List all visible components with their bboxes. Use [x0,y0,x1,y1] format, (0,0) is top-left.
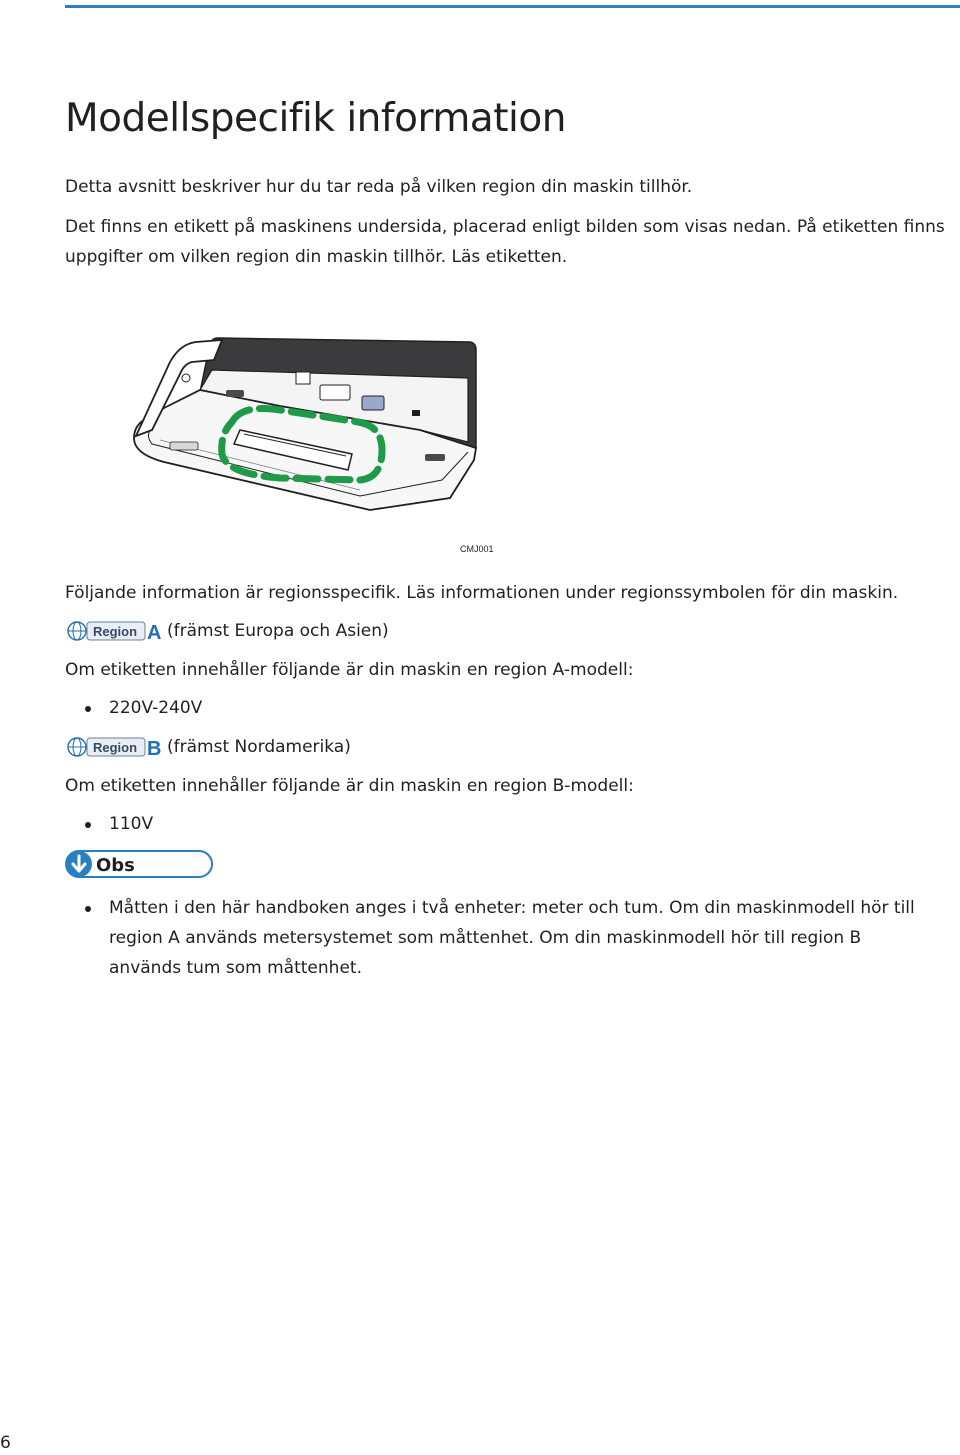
note-text: Måtten i den här handboken anges i två enheter: meter och tum. Om din maskinmodell hör till region A används metersystemet som måttenhet. Om din maskinmodell hör till region B används tum som måttenhet. [109,898,915,978]
label-location-line-1: Det finns en etikett på maskinens undersida, placerad enligt bilden som visas nedan. På etiketten finns [65,217,945,237]
bullet-dot [85,706,91,712]
label-location-paragraph [65,212,945,272]
bullet-dot [85,822,91,828]
figure-code: CMJ001 [460,544,494,554]
region-b-heading [65,732,351,762]
region-b-condition: Om etiketten innehåller följande är din maskin en region B-modell: [65,776,634,796]
machine-underside-illustration [130,330,500,560]
region-a-badge-word: Region [93,624,138,639]
region-b-caption: (främst Nordamerika) [167,737,351,757]
note-label: Obs [96,855,135,876]
page-number: 6 [0,1433,11,1453]
region-a-heading [65,616,389,646]
label-location-line-2: uppgifter om vilken region din maskin tillhör. Läs etiketten. [65,247,568,267]
note-item [85,893,935,983]
region-b-badge [65,736,165,758]
region-a-badge [65,620,165,642]
region-intro-text: Följande information är regionsspecifik. Läs informationen under regionssymbolen för din maskin. [65,583,899,603]
intro-text: Detta avsnitt beskriver hur du tar reda på vilken region din maskin tillhör. [65,177,693,197]
region-b-voltage: 110V [109,814,154,834]
region-b-badge-letter: B [147,738,162,758]
page-title: Modellspecifik information [65,96,566,141]
region-b-badge-word: Region [93,740,138,755]
bullet-dot [85,906,91,912]
region-a-caption: (främst Europa och Asien) [167,621,389,641]
region-a-badge-letter: A [147,622,162,642]
note-heading [65,850,213,878]
header-rule [65,5,960,8]
region-a-condition: Om etiketten innehåller följande är din maskin en region A-modell: [65,660,634,680]
region-a-voltage: 220V-240V [109,698,203,718]
